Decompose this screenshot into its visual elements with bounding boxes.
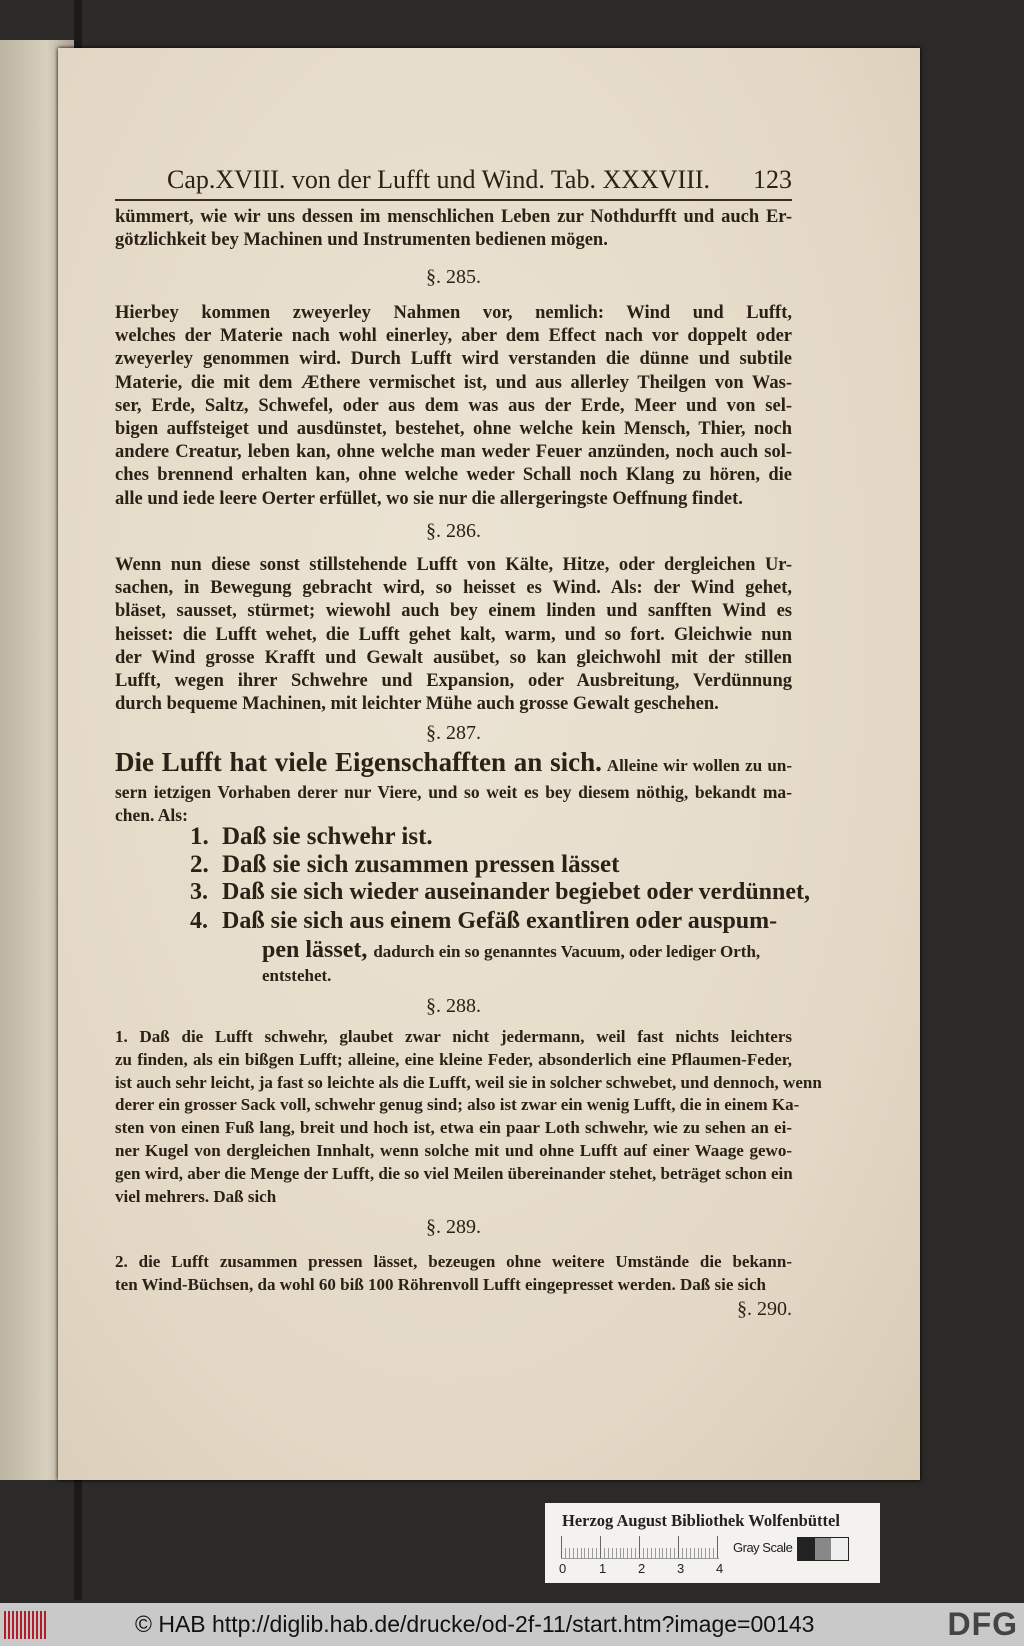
ruler-tick: [662, 1548, 663, 1558]
ruler-tick: [686, 1548, 687, 1558]
list-item: 4. Daß sie sich aus einem Gefäß exantliren oder auspum-: [190, 908, 778, 934]
ruler-tick: [623, 1548, 624, 1558]
text-line: Materie, die mit dem Æthere vermischet ist, und aus allerley Theilgen von Was-: [115, 372, 792, 393]
text-line: ten Wind-Büchsen, da wohl 60 biß 100 Röhrenvoll Lufft eingepresset werden. Daß sie sich: [115, 1275, 766, 1295]
list-item: 1. Daß sie schwehr ist.: [190, 823, 433, 850]
intro-paragraph: [115, 206, 792, 252]
text-line: Hierbey kommen zweyerley Nahmen vor, nemlich: Wind und Lufft,: [115, 303, 792, 323]
ruler-tick: [713, 1548, 714, 1558]
ruler-tick: [612, 1548, 613, 1558]
ruler-tick: [690, 1548, 691, 1558]
ruler-tick: [600, 1536, 601, 1558]
paragraph-288: [115, 1026, 822, 1208]
text-line: Alleine wir wollen zu un-: [606, 756, 792, 775]
text-line: ser, Erde, Saltz, Schwefel, oder aus dem was aus der Erde, Meer und von sel-: [115, 395, 792, 416]
ruler-tick: [709, 1548, 710, 1558]
text-line: viel mehrers. Daß sich: [115, 1186, 277, 1206]
text-line: zu finden, als ein bißgen Lufft; alleine, eine kleine Feder, absonderlich eine Pflaumen-Feder,: [115, 1049, 792, 1069]
text-line: ches brennend erhalten kan, ohne welche weder Schall noch Klang zu hören, die: [115, 465, 792, 486]
list-item-continuation: pen lässet, dadurch ein so genanntes Vacuum, oder lediger Orth,: [262, 937, 761, 963]
text-line: derer ein grosser Sack voll, schwehr genug sind; also ist zwar ein wenig Lufft, die in einem Ka-: [115, 1095, 800, 1115]
text-line: 2. die Lufft zusammen pressen lässet, bezeugen ohne weitere Umstände die bekann-: [115, 1252, 792, 1271]
ruler-tick: [698, 1548, 699, 1558]
section-heading-288: §. 288.: [426, 995, 481, 1017]
text-line: chen. Als:: [115, 805, 188, 825]
ruler-tick: [631, 1548, 632, 1558]
section-heading-289: §. 289.: [426, 1216, 481, 1238]
ruler-tick: [666, 1548, 667, 1558]
header-title: Cap.XVIII. von der Lufft und Wind. Tab. XXXVIII.: [167, 165, 711, 194]
ruler-tick: [694, 1548, 695, 1558]
section-heading-287: §. 287.: [426, 722, 481, 744]
ruler-tick: [577, 1548, 578, 1558]
ruler-tick: [705, 1548, 706, 1558]
hab-logo-icon: [4, 1611, 46, 1639]
ruler-number: 3: [677, 1561, 685, 1576]
text-line: götzlichkeit bey Machinen und Instrumenten bedienen mögen.: [115, 230, 608, 251]
ruler-tick: [639, 1536, 640, 1558]
gray-scale-swatch: [797, 1537, 849, 1561]
catchword: §. 290.: [737, 1298, 792, 1320]
copyright-url[interactable]: © HAB http://diglib.hab.de/drucke/od-2f-11/start.htm?image=00143: [135, 1611, 815, 1637]
text-line: ist auch sehr leicht, ja fast so leichte als die Lufft, weil sie in solcher schwebet, und dennoch, wenn: [115, 1072, 822, 1092]
ruler-number: 4: [716, 1561, 724, 1576]
ruler-tick: [561, 1536, 562, 1558]
ruler-number: 0: [559, 1561, 567, 1576]
text-line: der Wind grosse Krafft und Gewalt ausübet, so kan gleichwohl mit der stillen: [115, 647, 792, 668]
text-line: ner Kugel von dergleichen Innhalt, wenn solche mit und ohne Lufft auf einer Waage gewo-: [115, 1140, 792, 1160]
ruler-tick: [655, 1548, 656, 1558]
ruler-tick: [620, 1548, 621, 1558]
header-rule: [115, 199, 792, 201]
gray-scale-label: Gray Scale: [733, 1540, 793, 1555]
ruler-tick: [670, 1548, 671, 1558]
text-line: bigen auffsteiget und ausdünstet, bestehet, ohne welche kein Mensch, Thier, noch: [115, 419, 792, 440]
ruler-tick: [717, 1536, 718, 1558]
ruler-tick: [647, 1548, 648, 1558]
color-target-label: [545, 1503, 880, 1583]
paragraph-285: [115, 302, 792, 511]
list-item: 2. Daß sie sich zusammen pressen lässet: [190, 851, 620, 878]
ruler-tick: [701, 1548, 702, 1558]
paragraph-289: [115, 1250, 792, 1296]
library-name: Herzog August Bibliothek Wolfenbüttel: [562, 1511, 840, 1530]
ruler-tick: [604, 1548, 605, 1558]
ruler-tick: [682, 1548, 683, 1558]
text-line: andere Creatur, leben kan, ohne welche man weder Feuer anzünden, noch auch sol-: [115, 442, 792, 463]
section-heading-286: §. 286.: [426, 520, 481, 542]
ruler-tick: [674, 1548, 675, 1558]
section-heading-285: §. 285.: [426, 266, 481, 288]
ruler-tick: [659, 1548, 660, 1558]
ruler-tick: [616, 1548, 617, 1558]
ruler-tick: [592, 1548, 593, 1558]
paragraph-287: [115, 748, 792, 827]
ruler-number: 2: [638, 1561, 646, 1576]
text-line: gen wird, aber die Menge der Lufft, die so viel Meilen übereinander stehet, beträget schon ein: [115, 1163, 793, 1183]
text-line: durch bequeme Machinen, mit leichter Mühe auch grosse Gewalt geschehen.: [115, 694, 719, 715]
text-line: alle und iede leere Oerter erfüllet, wo sie nur die allergeringste Oeffnung findet.: [115, 488, 743, 509]
list-item: 3. Daß sie sich wieder auseinander begiebet oder verdünnet,: [190, 879, 811, 905]
text-line: Wenn nun diese sonst stillstehende Lufft von Kälte, Hitze, oder dergleichen Ur-: [115, 555, 792, 575]
text-line: 1. Daß die Lufft schwehr, glaubet zwar nicht jedermann, weil fast nichts leichters: [115, 1027, 792, 1046]
ruler-tick: [643, 1548, 644, 1558]
footer-bar: [0, 1603, 1024, 1646]
ruler-tick: [584, 1548, 585, 1558]
paragraph-286: [115, 554, 792, 716]
text-line: heisset: die Lufft wehet, die Lufft gehet kalt, warm, und so fort. Gleichwie nun: [115, 624, 792, 645]
text-line: zweyerley genommen wird. Durch Lufft wird verstanden die dünne und subtile: [115, 349, 792, 370]
running-header: [115, 165, 792, 199]
lead-sentence: Die Lufft hat viele Eigenschafften an sich.: [115, 747, 602, 777]
text-line: kümmert, wie wir uns dessen im menschlichen Leben zur Nothdurfft und auch Er-: [115, 207, 792, 227]
text-line: welches der Materie nach wohl einerley, aber dem Effect nach vor doppelt oder: [115, 326, 792, 347]
ruler-tick: [627, 1548, 628, 1558]
dfg-logo: DFG: [947, 1606, 1018, 1642]
ruler-tick: [608, 1548, 609, 1558]
text-line: sachen, in Bewegung gebracht wird, so heisset es Wind. Als: der Wind gehet,: [115, 578, 792, 599]
page-number: 123: [753, 165, 792, 194]
text-line: sern ietzigen Vorhaben derer nur Viere, und so weit es bey diesem nöthig, bekandt ma-: [115, 782, 792, 802]
ruler-tick: [581, 1548, 582, 1558]
ruler-tick: [596, 1548, 597, 1558]
ruler-tick: [565, 1548, 566, 1558]
ruler-number: 1: [599, 1561, 607, 1576]
ruler-tick: [635, 1548, 636, 1558]
ruler-tick: [573, 1548, 574, 1558]
ruler-tick: [569, 1548, 570, 1558]
list-item-end: entstehet.: [262, 966, 332, 985]
text-line: sten von einen Fuß lang, breit und hoch ist, etwa ein paar Loth schwehr, wie zu sehen an ei-: [115, 1118, 792, 1138]
ruler-tick: [588, 1548, 589, 1558]
ruler-tick: [651, 1548, 652, 1558]
text-line: bläset, sausset, stürmet; wiewohl auch bey einem linden und sanfften Wind es: [115, 601, 792, 622]
scale-ruler: [561, 1536, 719, 1559]
ruler-tick: [678, 1536, 679, 1558]
text-line: Lufft, wegen ihrer Schwehre und Expansion, oder Ausbreitung, Verdünnung: [115, 671, 792, 692]
